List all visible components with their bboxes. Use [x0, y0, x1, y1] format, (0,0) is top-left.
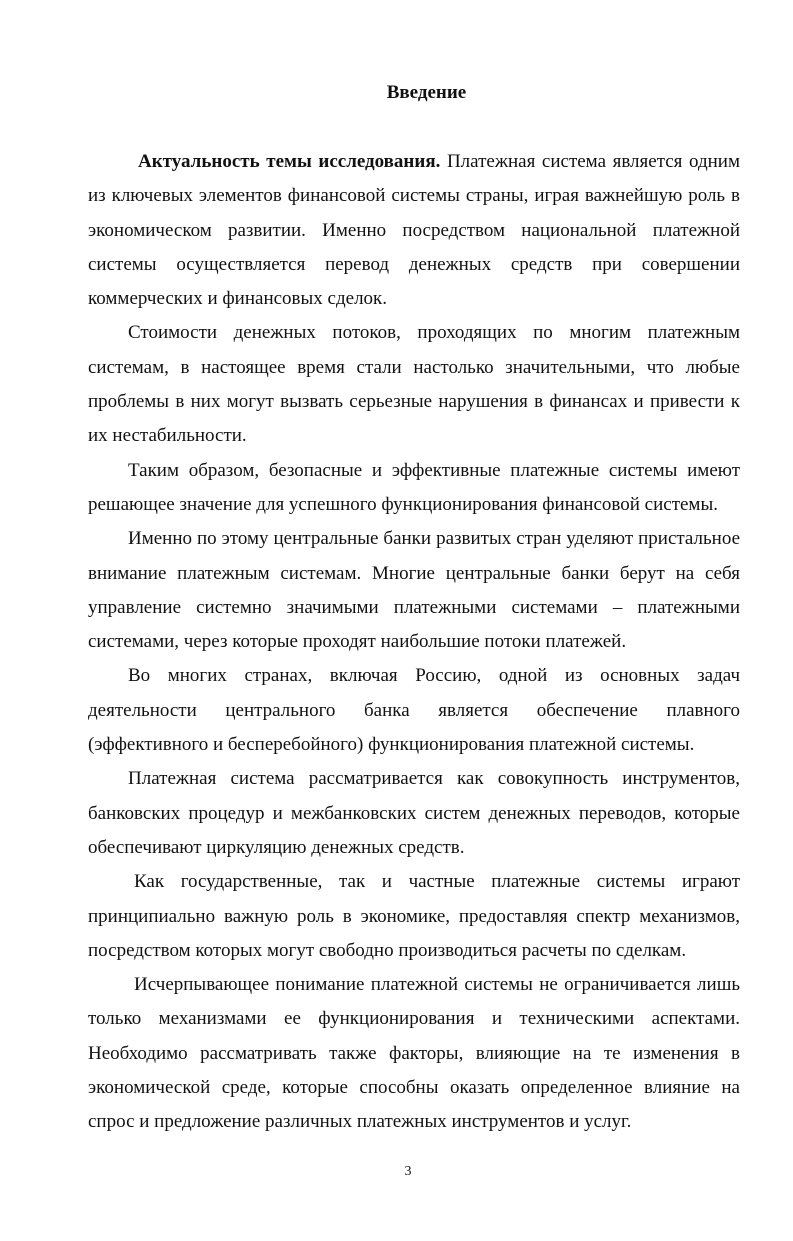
- paragraph: Именно по этому центральные банки развитых стран уделяют пристальное внимание платежным системам. Многие центральные банки берут на себя управление системно значимыми платежными системами – платежными системами, через которые проходят наибольшие потоки платежей.: [88, 528, 740, 653]
- paragraph-relevance: [88, 145, 740, 316]
- paragraph: Стоимости денежных потоков, проходящих по многим платежным системам, в настоящее время стали настолько значительными, что любые проблемы в них могут вызвать серьезные нарушения в финансах и привести к их нестабильности.: [88, 322, 740, 447]
- paragraph: Во многих странах, включая Россию, одной из основных задач деятельности центрального банка является обеспечение плавного (эффективного и бесперебойного) функционирования платежной системы.: [88, 665, 740, 756]
- page-number: 3: [404, 1164, 412, 1179]
- paragraph-lead-heading: Актуальность темы исследования.: [138, 151, 441, 172]
- paragraph: Исчерпывающее понимание платежной системы не ограничивается лишь только механизмами ее функционирования и техническими аспектами. Необходимо рассматривать также факторы, влияющие на те изменения в экономической среде, которые способны оказать определенное влияние на спрос и предложение различных платежных инструментов и услуг.: [88, 974, 740, 1133]
- paragraph: Как государственные, так и частные платежные системы играют принципиально важную роль в экономике, предоставляя спектр механизмов, посредством которых могут свободно производиться расчеты по сделкам.: [88, 871, 740, 961]
- paragraph: Платежная система рассматривается как совокупность инструментов, банковских процедур и межбанковских систем денежных переводов, которые обеспечивают циркуляцию денежных средств.: [88, 768, 740, 858]
- paragraph: Таким образом, безопасные и эффективные платежные системы имеют решающее значение для успешного функционирования финансовой системы.: [88, 459, 740, 515]
- paragraph-text: Платежная система является одним из ключевых элементов финансовой системы страны, играя важнейшую роль в экономическом развитии. Именно посредством национальной платежной системы осуществляется перевод денежных средств при совершении коммерческих и финансовых сделок.: [88, 151, 741, 310]
- document-body: [88, 145, 740, 1140]
- page-title: Введение: [386, 82, 467, 103]
